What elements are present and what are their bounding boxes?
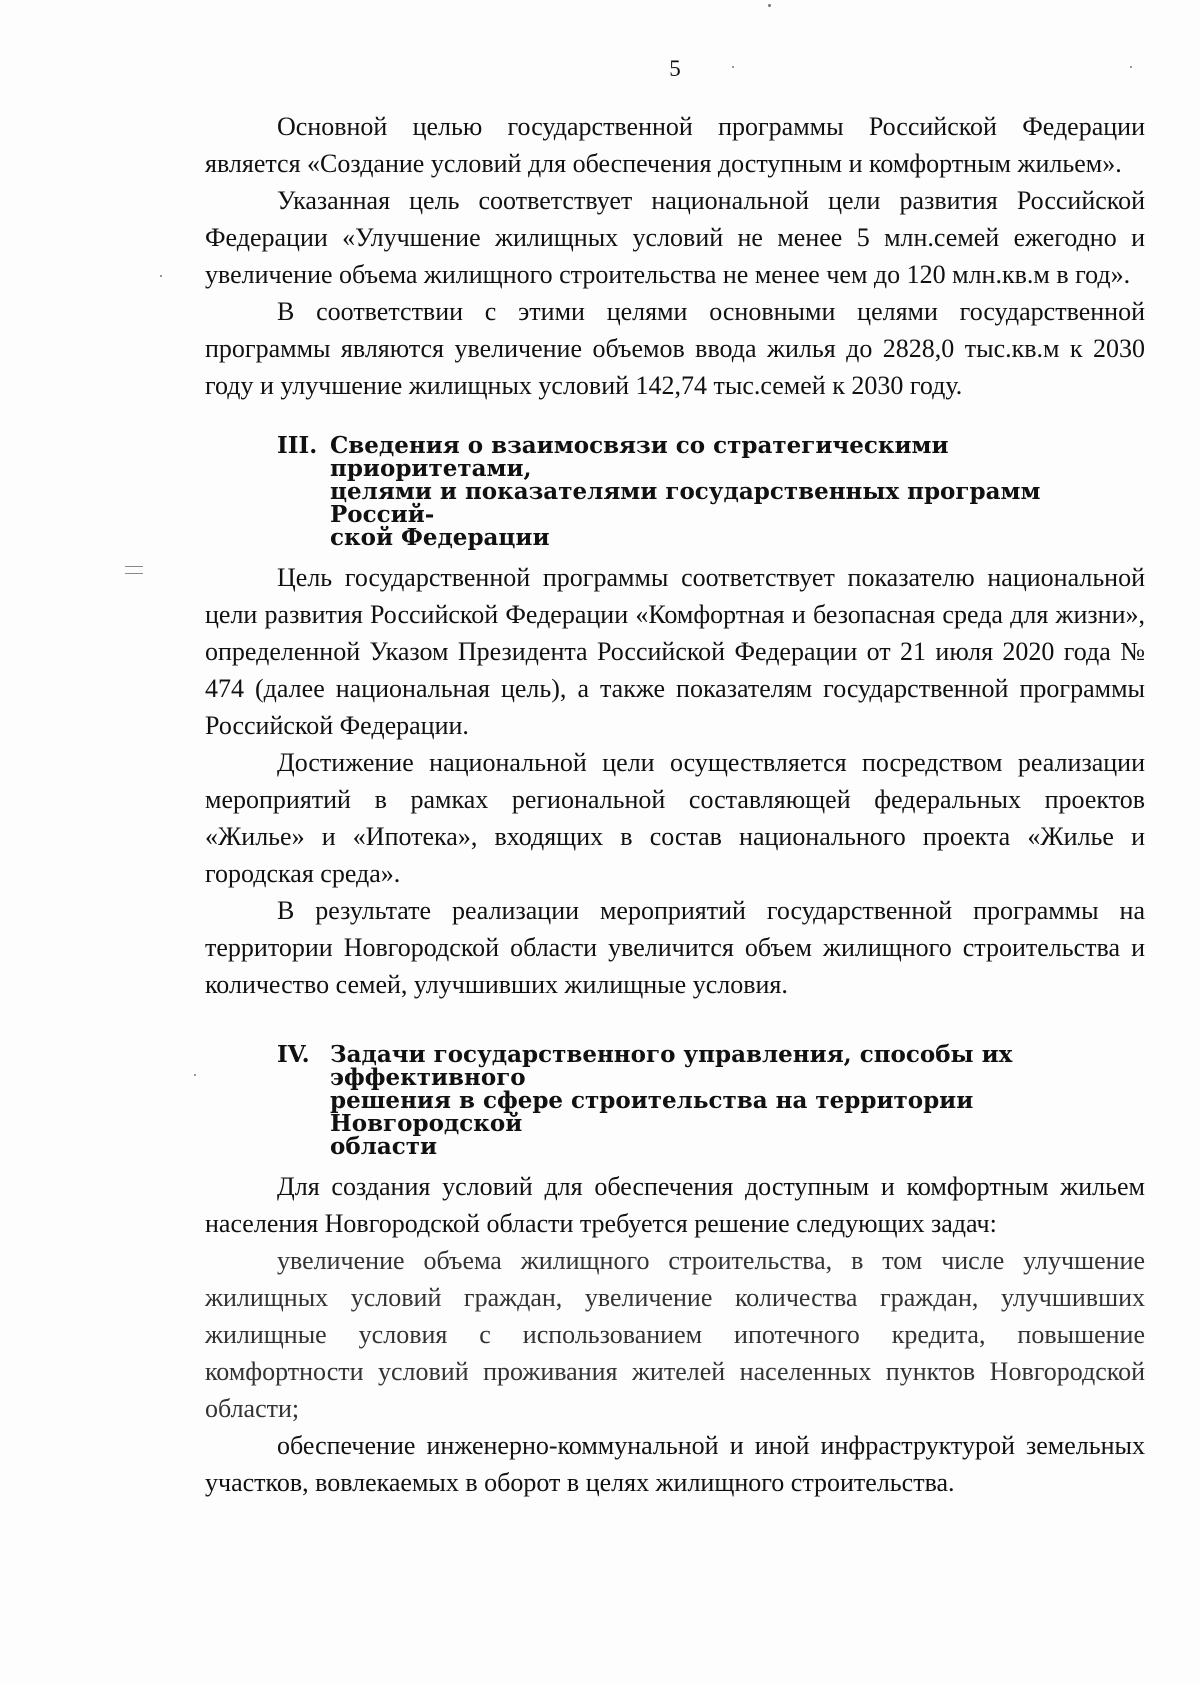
document-body <box>205 108 1145 1501</box>
section-3-paragraph-2: Достижение национальной цели осуществляется посредством реализации мероприятий в рамках региональной составляющей федеральных проектов «Жилье» и «Ипотека», входящих в состав национального проекта «Жилье и городская среда». <box>205 748 1145 888</box>
scan-dot <box>768 4 771 7</box>
page-number: 5 <box>669 56 681 81</box>
paragraph-intro-2: Указанная цель соответствует национальной цели развития Российской Федерации «Улучшение жилищных условий не менее 5 млн.семей ежегодно и увеличение объема жилищного строительства не менее чем до 120 млн.кв.м в год». <box>205 186 1145 289</box>
section-4-title-line-2: решения в сфере строительства на территории Новгородской <box>330 1087 974 1137</box>
section-4-title-line-1: Задачи государственного управления, способы их эффективного <box>330 1041 1013 1091</box>
scan-dot <box>1130 66 1132 68</box>
section-4-paragraph-1: Для создания условий для обеспечения доступным и комфортным жильем населения Новгородской области требуется решение следующих задач: <box>205 1172 1145 1238</box>
section-3-number: III. <box>277 432 318 459</box>
section-3-paragraph-3: В результате реализации мероприятий государственной программы на территории Новгородской области увеличится объем жилищного строительства и количество семей, улучшивших жилищные условия. <box>205 896 1145 999</box>
section-3-paragraph-1: Цель государственной программы соответствует показателю национальной цели развития Российской Федерации «Комфортная и безопасная среда для жизни», определенной Указом Президента Российской Федерации от 21 июля 2020 года № 474 (далее национальная цель), а также показателям государственной программы Российской Федерации. <box>205 563 1145 740</box>
scan-dot <box>194 1074 196 1076</box>
section-4-paragraph-2: увеличение объема жилищного строительства, в том числе улучшение жилищных условий граждан, увеличение количества граждан, улучшивших жилищные условия с использованием ипотечного кредита, повышение комфортности условий проживания жителей населенных пунктов Новгородской области; <box>205 1246 1145 1423</box>
section-4-heading <box>205 1043 1145 1158</box>
paragraph-intro-3: В соответствии с этими целями основными целями государственной программы являются увеличение объемов ввода жилья до 2828,0 тыс.кв.м к 2030 году и улучшение жилищных условий 142,74 тыс.семей к 2030 году. <box>205 297 1145 400</box>
section-4-number: IV. <box>277 1041 310 1068</box>
section-3-title-line-2: целями и показателями государственных программ Россий- <box>330 478 1041 528</box>
paragraph-intro-1: Основной целью государственной программы Российской Федерации является «Создание условий для обеспечения доступным и комфортным жильем». <box>205 112 1145 178</box>
section-4-title-line-3: области <box>330 1133 438 1160</box>
scan-dot <box>160 275 162 277</box>
section-3-title-line-3: ской Федерации <box>330 524 550 551</box>
section-3-title-line-1: Сведения о взаимосвязи со стратегическими приоритетами, <box>330 432 949 482</box>
section-4-paragraph-3: обеспечение инженерно-коммунальной и иной инфраструктурой земельных участков, вовлекаемых в оборот в целях жилищного строительства. <box>205 1431 1145 1497</box>
section-3-heading <box>205 434 1145 549</box>
scan-artifact-mark <box>125 566 143 574</box>
scan-dot <box>732 66 734 68</box>
